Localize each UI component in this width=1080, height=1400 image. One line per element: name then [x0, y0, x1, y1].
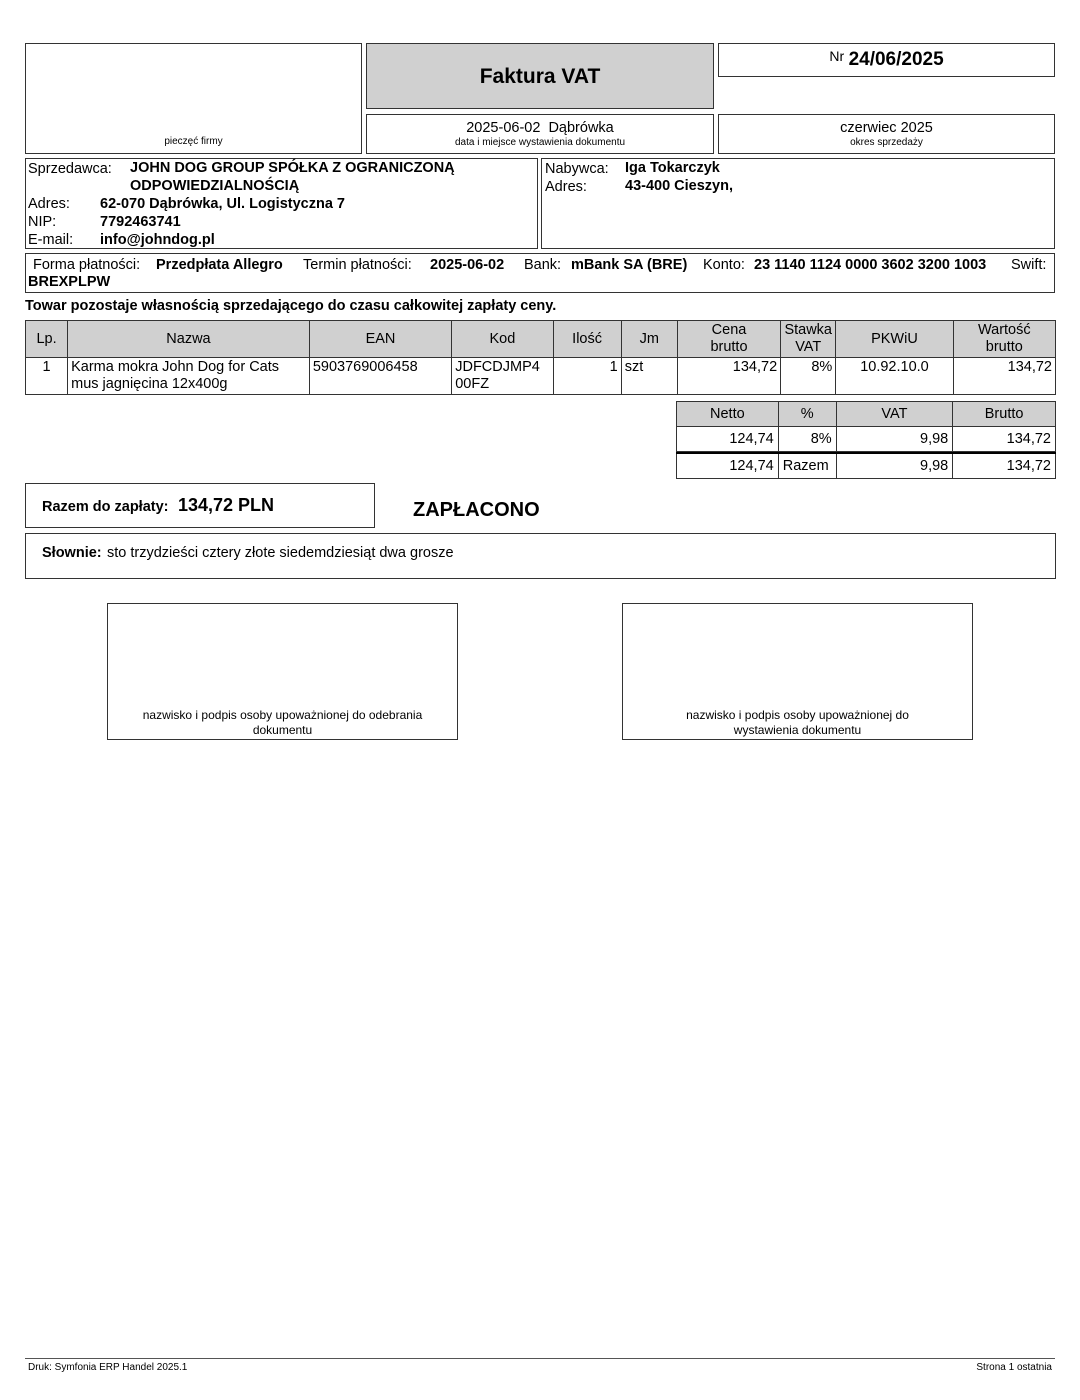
item-code-l2: 00FZ: [455, 376, 490, 392]
buyer-box: [541, 158, 1055, 249]
footer-page: Strona 1 ostatnia: [976, 1362, 1052, 1373]
vat-header-row: [677, 402, 1056, 427]
payment-method-label: Forma płatności:: [33, 257, 141, 273]
vat-amount: 9,98: [836, 427, 953, 452]
swift-code: BREXPLPW: [28, 274, 111, 290]
vat-gross: 134,72: [953, 427, 1056, 452]
doc-number: 24/06/2025: [848, 49, 944, 70]
stamp-label: pieczęć firmy: [164, 136, 223, 147]
seller-nip: 7792463741: [100, 214, 181, 230]
to-pay-box: [25, 483, 375, 528]
seller-email-label: E-mail:: [28, 232, 74, 248]
col-price-l1: Cena: [711, 322, 747, 338]
seller-email: info@johndog.pl: [100, 232, 215, 248]
paid-stamp: ZAPŁACONO: [413, 499, 540, 521]
item-code-l1: JDFCDJMP4: [455, 359, 540, 375]
issuer-caption-l1: nazwisko i podpis osoby upoważnionej do: [686, 708, 909, 722]
swift-label: Swift:: [1011, 257, 1047, 273]
total-net: 124,74: [677, 453, 779, 479]
buyer-name: Iga Tokarczyk: [625, 160, 720, 176]
item-name: [68, 358, 310, 395]
col-value-l2: brutto: [985, 339, 1023, 355]
vat-col-vat: VAT: [836, 402, 953, 427]
buyer-label: Nabywca:: [545, 161, 609, 177]
words-label: Słownie:: [42, 545, 102, 561]
items-table: [25, 320, 1056, 395]
items-header-row: [26, 321, 1056, 358]
item-lp: 1: [26, 358, 68, 395]
issuer-caption-l2: wystawienia dokumentu: [733, 723, 862, 737]
doc-number-box: [718, 43, 1055, 77]
total-label: Razem: [778, 453, 836, 479]
seller-address-label: Adres:: [28, 196, 70, 212]
seller-name-line1: JOHN DOG GROUP SPÓŁKA Z OGRANICZONĄ: [130, 160, 455, 176]
table-row: [26, 358, 1056, 395]
total-gross: 134,72: [953, 453, 1056, 479]
col-ean: EAN: [309, 321, 451, 358]
seller-nip-label: NIP:: [28, 214, 57, 230]
payment-due: 2025-06-02: [430, 257, 505, 273]
col-price: [677, 321, 780, 358]
col-price-l2: brutto: [710, 339, 748, 355]
bank-label: Bank:: [524, 257, 562, 273]
words-value: sto trzydzieści cztery złote siedemdziesiąt dwa grosze: [107, 545, 454, 561]
vat-rate-row: [677, 427, 1056, 452]
col-unit: Jm: [621, 321, 677, 358]
seller-address: 62-070 Dąbrówka, Ul. Logistyczna 7: [100, 196, 345, 212]
col-value-l1: Wartość: [977, 322, 1031, 338]
vat-col-pct: %: [778, 402, 836, 427]
sale-period-box: [718, 114, 1055, 154]
col-qty: Ilość: [553, 321, 621, 358]
issuer-signature-box: [622, 603, 973, 740]
col-name: Nazwa: [68, 321, 310, 358]
payment-method: Przedpłata Allegro: [156, 257, 283, 273]
account-number: 23 1140 1124 0000 3602 3200 1003: [754, 257, 987, 273]
item-code: [452, 358, 553, 395]
item-value: 134,72: [953, 358, 1055, 395]
col-code: Kod: [452, 321, 553, 358]
item-name-l2: mus jagnięcina 12x400g: [71, 376, 228, 392]
col-pkwiu: PKWiU: [836, 321, 953, 358]
footer-divider: [25, 1358, 1055, 1359]
item-rate: 8%: [781, 358, 836, 395]
to-pay-value: 134,72 PLN: [178, 495, 275, 515]
sale-caption: okres sprzedaży: [850, 137, 923, 148]
seller-name-line2: ODPOWIEDZIALNOŚCIĄ: [130, 178, 300, 194]
col-lp: Lp.: [26, 321, 68, 358]
doc-number-prefix: Nr: [829, 48, 845, 64]
item-qty: 1: [553, 358, 621, 395]
issue-date-box: [366, 114, 714, 154]
buyer-address-label: Adres:: [545, 179, 587, 195]
footer-printed-by: Druk: Symfonia ERP Handel 2025.1: [28, 1362, 188, 1373]
vat-total-row: [677, 453, 1056, 479]
item-unit: szt: [621, 358, 677, 395]
receiver-caption-l2: dokumentu: [252, 723, 313, 737]
receiver-caption-l1: nazwisko i podpis osoby upoważnionej do odebrania: [142, 708, 423, 722]
seller-label: Sprzedawca:: [28, 161, 112, 177]
payment-box: [25, 253, 1055, 293]
account-label: Konto:: [703, 257, 745, 273]
vat-col-net: Netto: [677, 402, 779, 427]
issue-date-place: 2025-06-02 Dąbrówka: [466, 120, 614, 136]
seller-box: [25, 158, 538, 249]
payment-due-label: Termin płatności:: [303, 257, 412, 273]
doc-title: Faktura VAT: [479, 65, 601, 88]
total-vat: 9,98: [836, 453, 953, 479]
buyer-address: 43-400 Cieszyn,: [625, 178, 734, 194]
item-ean: 5903769006458: [309, 358, 451, 395]
item-price: 134,72: [677, 358, 780, 395]
vat-pct: 8%: [778, 427, 836, 452]
col-rate-l2: VAT: [795, 339, 822, 355]
to-pay-label: Razem do zapłaty:: [42, 499, 169, 515]
ownership-note: Towar pozostaje własnością sprzedającego do czasu całkowitej zapłaty ceny.: [25, 298, 557, 314]
vat-net: 124,74: [677, 427, 779, 452]
receiver-signature-box: [107, 603, 458, 740]
bank-name: mBank SA (BRE): [571, 257, 688, 273]
vat-col-gross: Brutto: [953, 402, 1056, 427]
words-box: [25, 533, 1056, 579]
col-rate: [781, 321, 836, 358]
issue-caption: data i miejsce wystawienia dokumentu: [454, 137, 626, 148]
vat-summary-table: [676, 401, 1056, 479]
sale-period: czerwiec 2025: [840, 120, 933, 136]
item-pkwiu: 10.92.10.0: [836, 358, 953, 395]
company-stamp-box: [25, 43, 362, 154]
col-value: [953, 321, 1055, 358]
col-rate-l1: Stawka: [784, 322, 832, 338]
doc-title-box: [366, 43, 714, 109]
item-name-l1: Karma mokra John Dog for Cats: [71, 359, 280, 375]
